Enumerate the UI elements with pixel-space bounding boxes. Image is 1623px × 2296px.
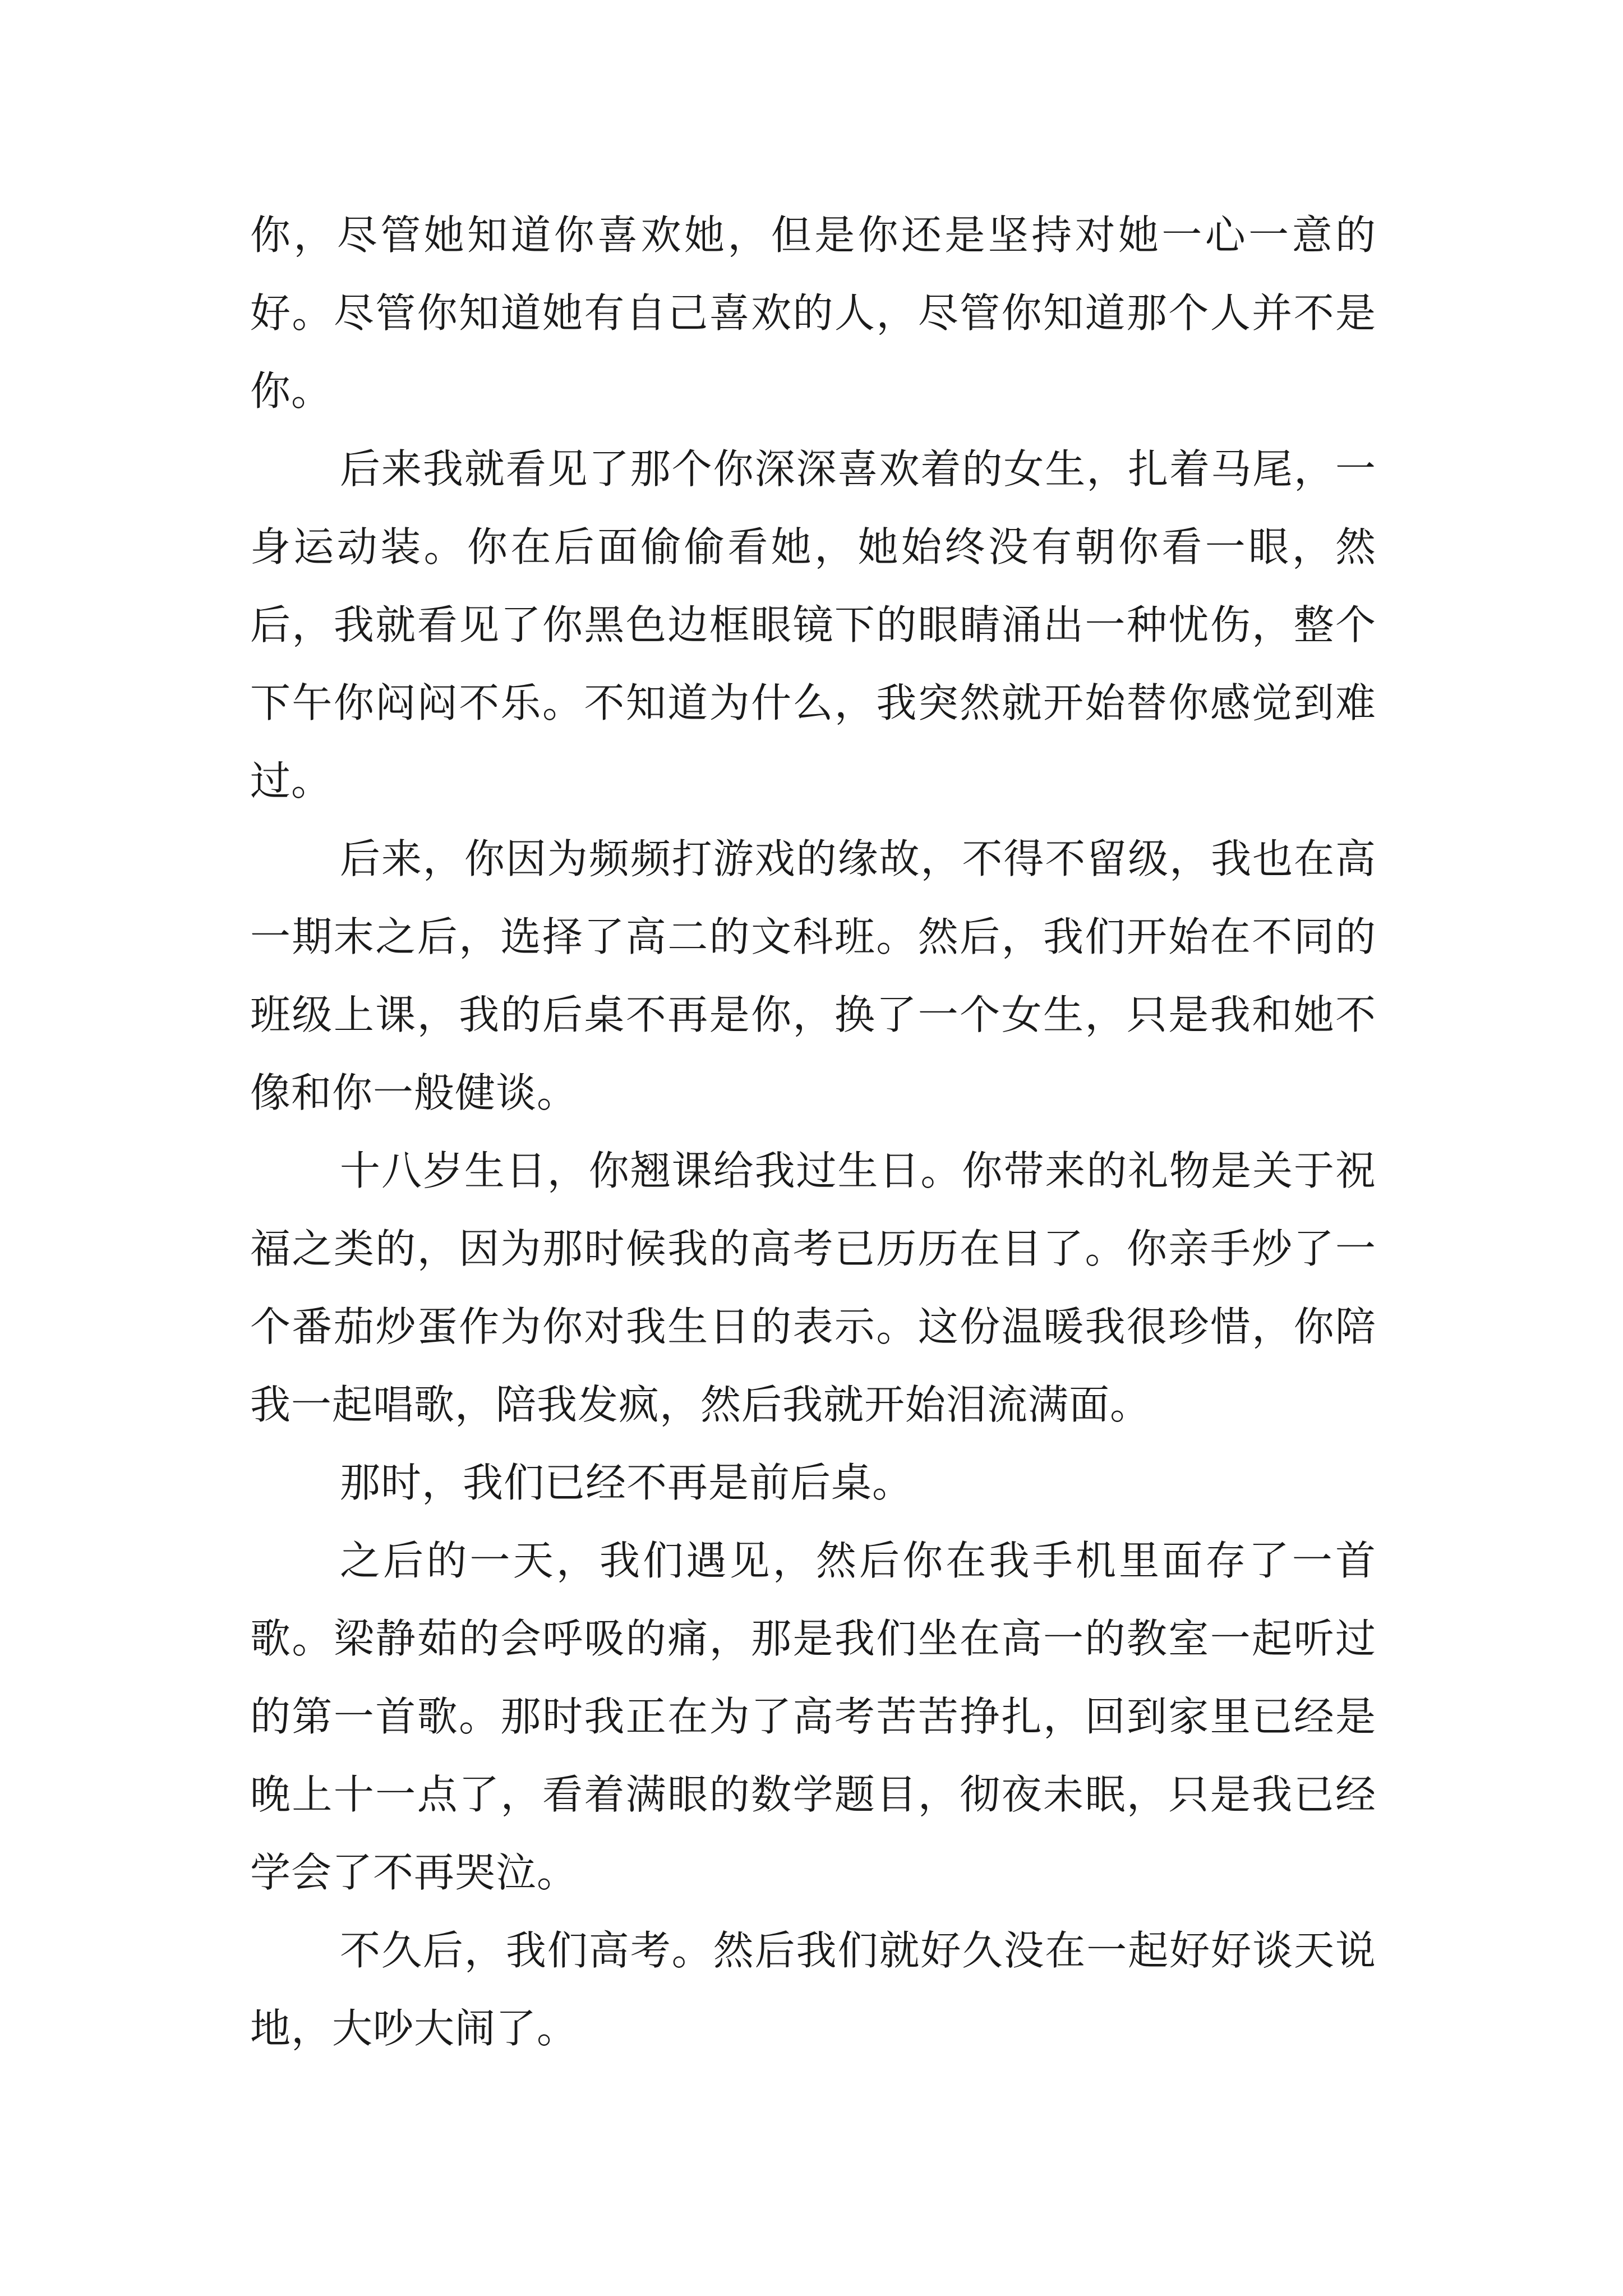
paragraph-7: 不久后，我们高考。然后我们就好久没在一起好好谈天说地，大吵大闹了。 [250,1927,1376,2052]
paragraph-5: 那时，我们已经不再是前后桌。 [340,1459,914,1506]
document-body [250,196,1376,2068]
paragraph-2: 后来我就看见了那个你深深喜欢着的女生，扎着马尾，一身运动装。你在后面偷偷看她，她始终没有朝你看一眼，然后，我就看见了你黑色边框眼镜下的眼睛涌出一种忧伤，整个下午你闷闷不乐。不知道为什么，我突然就开始替你感觉到难过。 [250,445,1376,804]
paragraph-4: 十八岁生日，你翘课给我过生日。你带来的礼物是关于祝福之类的，因为那时候我的高考已历历在目了。你亲手炒了一个番茄炒蛋作为你对我生日的表示。这份温暖我很珍惜，你陪我一起唱歌，陪我发疯，然后我就开始泪流满面。 [250,1147,1376,1428]
paragraph-1: 你，尽管她知道你喜欢她，但是你还是坚持对她一心一意的好。尽管你知道她有自己喜欢的人，尽管你知道那个人并不是你。 [250,211,1376,415]
paragraph-6: 之后的一天，我们遇见，然后你在我手机里面存了一首歌。梁静茹的会呼吸的痛，那是我们坐在高一的教室一起听过的第一首歌。那时我正在为了高考苦苦挣扎，回到家里已经是晚上十一点了，看着满眼的数学题目，彻夜未眠，只是我已经学会了不再哭泣。 [250,1537,1376,1896]
paragraph-3: 后来，你因为频频打游戏的缘故，不得不留级，我也在高一期末之后，选择了高二的文科班。然后，我们开始在不同的班级上课，我的后桌不再是你，换了一个女生，只是我和她不像和你一般健谈。 [250,835,1376,1116]
